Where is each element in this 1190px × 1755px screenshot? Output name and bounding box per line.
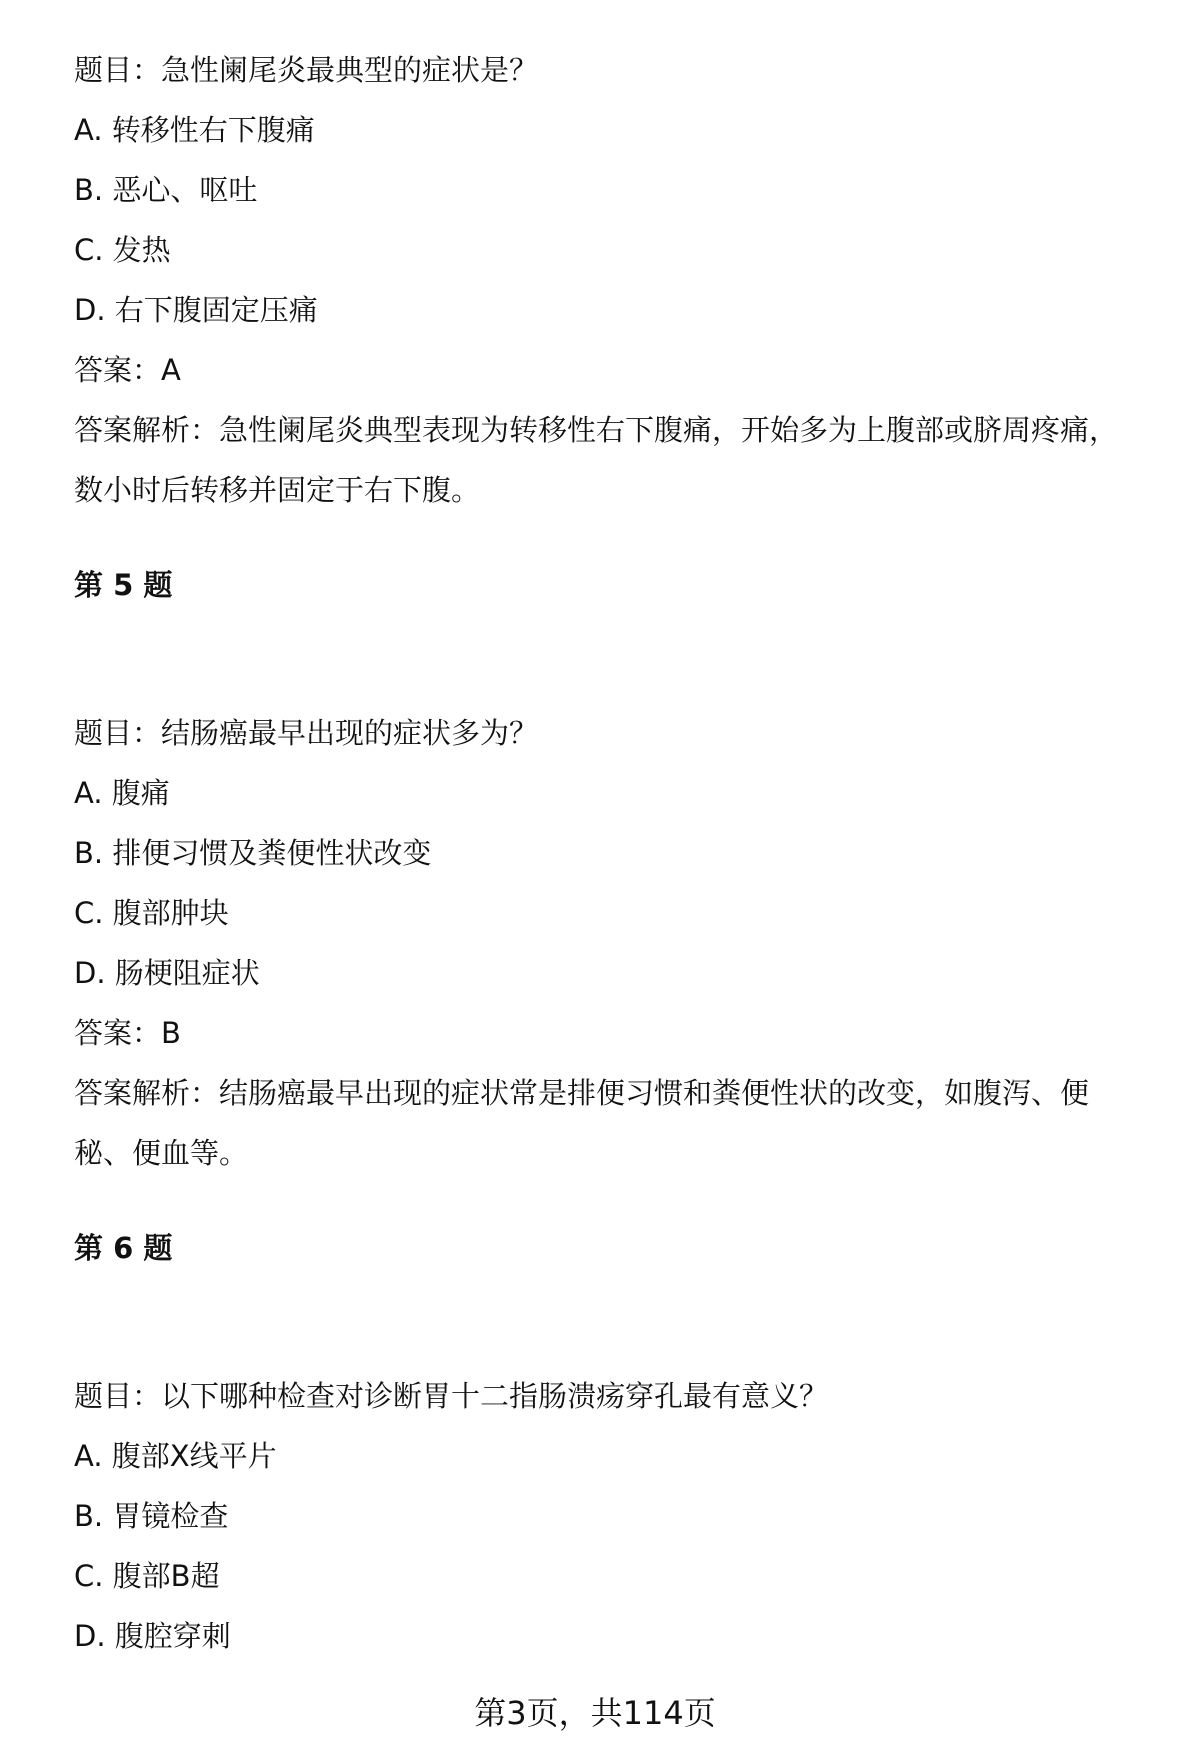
option-b: B. 胃镜检查 <box>74 1499 229 1533</box>
question-text: 题目：以下哪种检查对诊断胃十二指肠溃疡穿孔最有意义？ <box>74 1379 829 1413</box>
answer: 答案：A <box>74 353 181 387</box>
question-heading: 第 5 题 <box>74 568 173 602</box>
option-d: D. 腹腔穿刺 <box>74 1619 231 1653</box>
option-d: D. 右下腹固定压痛 <box>74 293 318 327</box>
option-b: B. 排便习惯及粪便性状改变 <box>74 836 432 870</box>
explanation-line-2: 数小时后转移并固定于右下腹。 <box>74 473 481 507</box>
explanation-line-1: 答案解析：急性阑尾炎典型表现为转移性右下腹痛，开始多为上腹部或脐周疼痛， <box>74 413 1119 447</box>
option-a: A. 转移性右下腹痛 <box>74 113 315 147</box>
option-a: A. 腹痛 <box>74 776 170 810</box>
question-text: 题目：结肠癌最早出现的症状多为？ <box>74 716 539 750</box>
option-c: C. 发热 <box>74 233 171 267</box>
page-indicator: 第3页，共114页 <box>474 1694 716 1732</box>
option-a: A. 腹部X线平片 <box>74 1439 277 1473</box>
question-text: 题目：急性阑尾炎最典型的症状是？ <box>74 53 539 87</box>
explanation-line-2: 秘、便血等。 <box>74 1136 249 1170</box>
explanation-line-1: 答案解析：结肠癌最早出现的症状常是排便习惯和粪便性状的改变，如腹泻、便 <box>74 1076 1090 1110</box>
option-c: C. 腹部B超 <box>74 1559 220 1593</box>
question-heading: 第 6 题 <box>74 1231 173 1265</box>
answer: 答案：B <box>74 1016 181 1050</box>
option-b: B. 恶心、呕吐 <box>74 173 258 207</box>
option-c: C. 腹部肿块 <box>74 896 229 930</box>
option-d: D. 肠梗阻症状 <box>74 956 260 990</box>
